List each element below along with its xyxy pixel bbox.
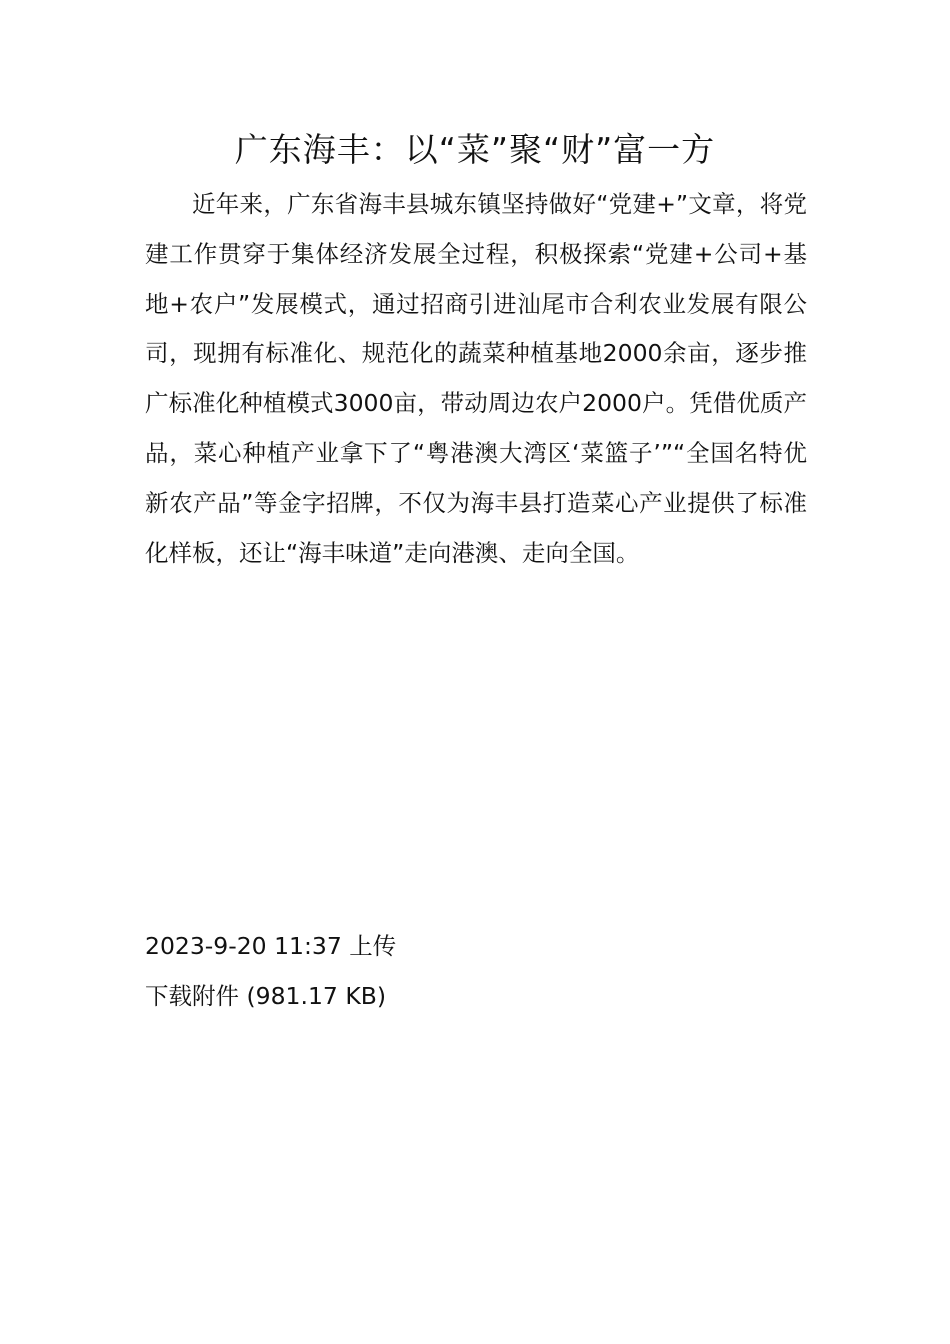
- article-title: 广东海丰：以“菜”聚“财”富一方: [234, 130, 716, 169]
- upload-timestamp: 2023-9-20 11:37 上传: [145, 932, 397, 960]
- article-body: 近年来，广东省海丰县城东镇坚持做好“党建+”文章，将党建工作贯穿于集体经济发展全过程，积极探索“党建+公司+基地+农户”发展模式，通过招商引进汕尾市合利农业发展有限公司，现拥有标准化、规范化的蔬菜种植基地2000余亩，逐步推广标准化种植模式3000亩，带动周边农户2000户。凭借优质产品，菜心种植产业拿下了“粤港澳大湾区‘菜篮子’”“全国名特优新农产品”等金字招牌，不仅为海丰县打造菜心产业提供了标准化样板，还让“海丰味道”走向港澳、走向全国。: [145, 190, 807, 567]
- download-attachment-link[interactable]: 下载附件 (981.17 KB): [145, 982, 387, 1010]
